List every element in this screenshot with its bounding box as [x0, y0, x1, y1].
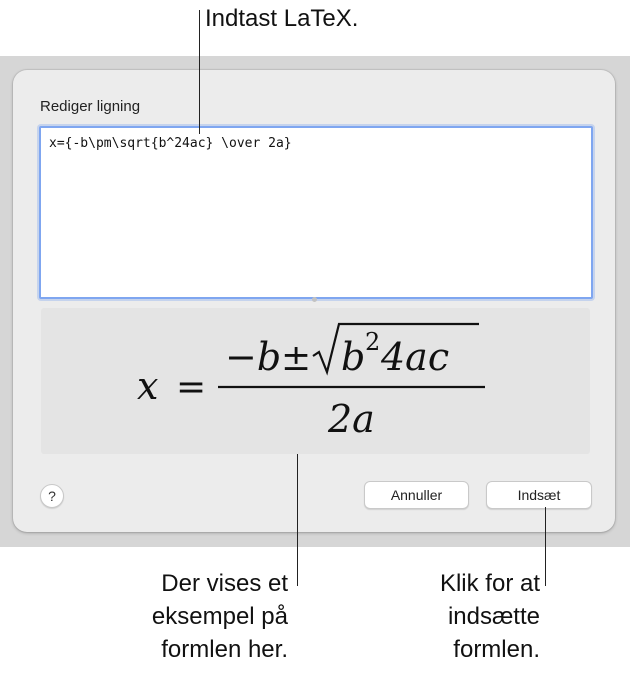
formula-preview	[41, 308, 590, 454]
callout-preview-line: formlen her.	[161, 636, 288, 663]
formula-x: x	[137, 364, 159, 408]
formula-plus-minus: ±	[281, 338, 312, 379]
formula-4ac: 4ac	[381, 335, 450, 379]
leader-line-top	[199, 10, 200, 134]
callout-insert-line: Klik for at	[439, 570, 540, 597]
callout-enter-latex: Indtast LaTeX.	[205, 5, 359, 32]
formula-minus-b: −b	[225, 335, 282, 379]
resize-handle[interactable]	[312, 297, 317, 302]
callout-preview	[118, 567, 288, 666]
callout-insert	[400, 567, 540, 666]
formula-equals: =	[176, 367, 207, 408]
formula-exponent: 2	[365, 328, 381, 356]
leader-line-insert	[545, 507, 546, 586]
leader-line-preview	[297, 454, 298, 586]
callout-insert-line: formlen.	[453, 636, 540, 663]
cancel-button[interactable]: Annuller	[364, 481, 469, 509]
callout-insert-line: indsætte	[447, 603, 540, 630]
callout-preview-line: eksempel på	[151, 603, 288, 630]
latex-input-text: x={-b\pm\sqrt{b^24ac} \over 2a}	[49, 136, 292, 151]
help-button[interactable]: ?	[40, 484, 64, 508]
callout-preview-line: Der vises et	[161, 570, 288, 597]
latex-input-field[interactable]	[39, 126, 593, 299]
formula-b: b	[341, 335, 366, 379]
insert-button[interactable]: Indsæt	[486, 481, 592, 509]
formula-denominator: 2a	[328, 397, 375, 441]
dialog-title: Rediger ligning	[40, 98, 141, 115]
formula-preview-svg	[41, 308, 590, 454]
